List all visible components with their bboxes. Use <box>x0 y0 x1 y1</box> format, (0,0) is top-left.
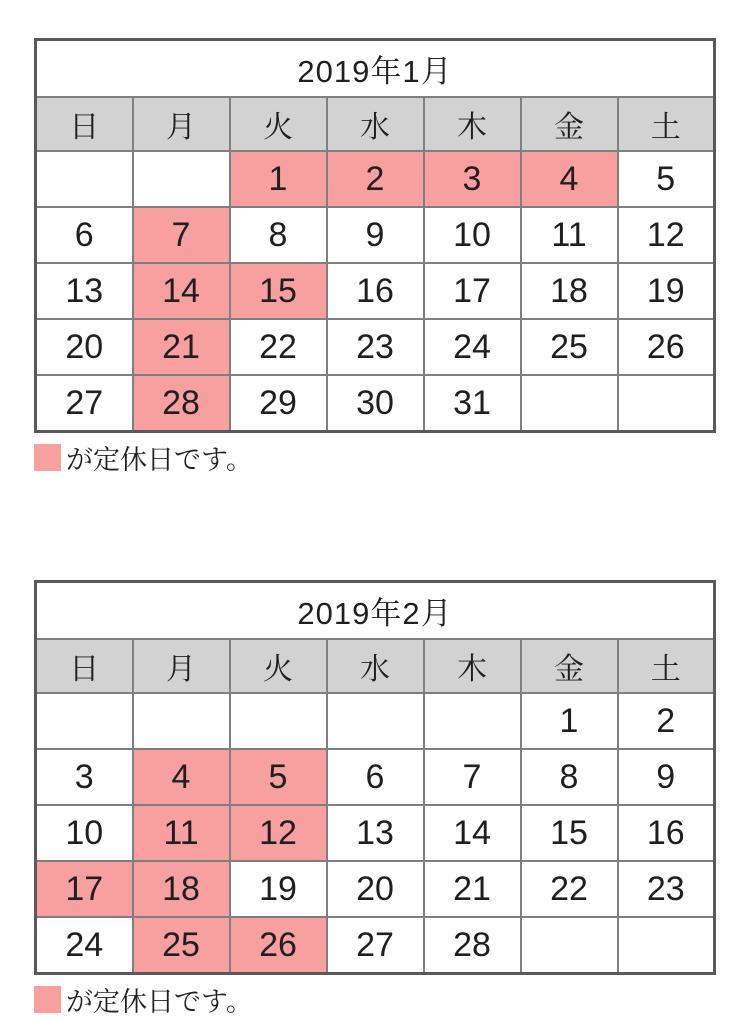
day-cell: 19 <box>618 263 715 319</box>
weekday-header-row <box>36 639 715 693</box>
weekday-header: 金 <box>521 97 618 151</box>
day-cell: 8 <box>230 207 327 263</box>
closed-day-cell: 7 <box>133 207 230 263</box>
empty-cell <box>618 375 715 432</box>
day-cell: 26 <box>618 319 715 375</box>
weekday-header: 日 <box>36 97 133 151</box>
weekday-header: 火 <box>230 97 327 151</box>
day-cell: 16 <box>327 263 424 319</box>
closed-day-cell: 11 <box>133 805 230 861</box>
weekday-header: 月 <box>133 97 230 151</box>
weekday-header: 土 <box>618 639 715 693</box>
closed-day-cell: 3 <box>424 151 521 207</box>
calendar-february <box>34 580 716 1018</box>
weekday-header: 月 <box>133 639 230 693</box>
closed-day-swatch <box>34 986 61 1013</box>
calendar-table-january <box>34 38 716 433</box>
weekday-header: 木 <box>424 639 521 693</box>
closed-day-cell: 28 <box>133 375 230 432</box>
calendar-title-row <box>36 582 715 640</box>
calendar-title: 2019年1月 <box>36 40 715 98</box>
day-cell: 7 <box>424 749 521 805</box>
day-cell: 23 <box>618 861 715 917</box>
day-cell: 10 <box>424 207 521 263</box>
empty-cell <box>133 693 230 749</box>
closed-day-cell: 2 <box>327 151 424 207</box>
week-row <box>36 319 715 375</box>
day-cell: 2 <box>618 693 715 749</box>
legend-text: が定休日です。 <box>66 444 253 475</box>
day-cell: 9 <box>327 207 424 263</box>
day-cell: 16 <box>618 805 715 861</box>
empty-cell <box>36 693 133 749</box>
day-cell: 6 <box>327 749 424 805</box>
closed-day-cell: 21 <box>133 319 230 375</box>
day-cell: 19 <box>230 861 327 917</box>
calendar-title-row <box>36 40 715 98</box>
weekday-header: 土 <box>618 97 715 151</box>
day-cell: 21 <box>424 861 521 917</box>
weekday-header: 金 <box>521 639 618 693</box>
legend-february <box>34 980 716 1018</box>
weekday-header: 水 <box>327 97 424 151</box>
closed-day-cell: 5 <box>230 749 327 805</box>
closed-day-cell: 17 <box>36 861 133 917</box>
closed-day-cell: 4 <box>521 151 618 207</box>
week-row <box>36 749 715 805</box>
empty-cell <box>133 151 230 207</box>
day-cell: 13 <box>36 263 133 319</box>
week-row <box>36 151 715 207</box>
day-cell: 22 <box>521 861 618 917</box>
closed-day-cell: 4 <box>133 749 230 805</box>
calendar-table-february <box>34 580 716 975</box>
day-cell: 28 <box>424 917 521 974</box>
closed-day-swatch <box>34 444 61 471</box>
weekday-header: 日 <box>36 639 133 693</box>
day-cell: 30 <box>327 375 424 432</box>
calendar-title: 2019年2月 <box>36 582 715 640</box>
closed-day-cell: 1 <box>230 151 327 207</box>
day-cell: 31 <box>424 375 521 432</box>
weekday-header-row <box>36 97 715 151</box>
day-cell: 15 <box>521 805 618 861</box>
week-row <box>36 917 715 974</box>
closed-day-cell: 26 <box>230 917 327 974</box>
day-cell: 8 <box>521 749 618 805</box>
day-cell: 20 <box>327 861 424 917</box>
day-cell: 20 <box>36 319 133 375</box>
day-cell: 17 <box>424 263 521 319</box>
empty-cell <box>424 693 521 749</box>
weekday-header: 火 <box>230 639 327 693</box>
empty-cell <box>521 917 618 974</box>
empty-cell <box>618 917 715 974</box>
day-cell: 22 <box>230 319 327 375</box>
day-cell: 9 <box>618 749 715 805</box>
day-cell: 5 <box>618 151 715 207</box>
legend-text: が定休日です。 <box>66 986 253 1017</box>
closed-day-cell: 12 <box>230 805 327 861</box>
day-cell: 27 <box>327 917 424 974</box>
day-cell: 11 <box>521 207 618 263</box>
week-row <box>36 693 715 749</box>
week-row <box>36 805 715 861</box>
legend-january <box>34 438 716 476</box>
day-cell: 29 <box>230 375 327 432</box>
day-cell: 18 <box>521 263 618 319</box>
day-cell: 13 <box>327 805 424 861</box>
week-row <box>36 263 715 319</box>
closed-day-cell: 18 <box>133 861 230 917</box>
day-cell: 27 <box>36 375 133 432</box>
weekday-header: 木 <box>424 97 521 151</box>
day-cell: 25 <box>521 319 618 375</box>
day-cell: 1 <box>521 693 618 749</box>
day-cell: 6 <box>36 207 133 263</box>
empty-cell <box>36 151 133 207</box>
closed-day-cell: 15 <box>230 263 327 319</box>
week-row <box>36 207 715 263</box>
closed-day-cell: 14 <box>133 263 230 319</box>
week-row <box>36 861 715 917</box>
day-cell: 3 <box>36 749 133 805</box>
closed-day-cell: 25 <box>133 917 230 974</box>
empty-cell <box>521 375 618 432</box>
empty-cell <box>327 693 424 749</box>
day-cell: 10 <box>36 805 133 861</box>
day-cell: 23 <box>327 319 424 375</box>
calendar-january <box>34 38 716 476</box>
day-cell: 12 <box>618 207 715 263</box>
day-cell: 14 <box>424 805 521 861</box>
day-cell: 24 <box>36 917 133 974</box>
day-cell: 24 <box>424 319 521 375</box>
week-row <box>36 375 715 432</box>
weekday-header: 水 <box>327 639 424 693</box>
empty-cell <box>230 693 327 749</box>
